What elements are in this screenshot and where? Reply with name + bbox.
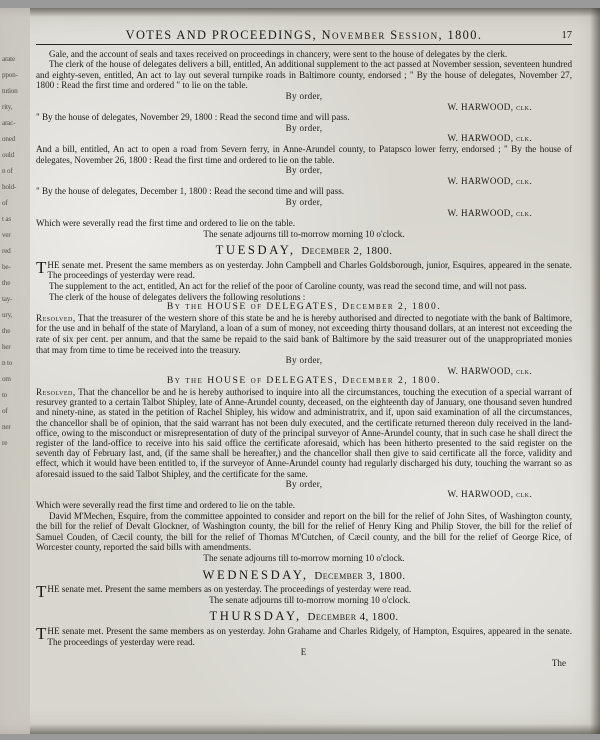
paragraph	[36, 257, 572, 281]
drop-cap: T	[36, 623, 47, 643]
paragraph-text: HE senate met. Present the same members as on yesterday. The proceedings of yesterday were read.	[47, 584, 412, 595]
running-head	[36, 30, 572, 42]
drop-cap: T	[36, 582, 47, 602]
resolution-text: That the chancellor be and he is hereby authorised to inquire into all the circumstances, touching the execution of a special warrant of resurvey granted to a certain Talbot Shipley, late of Anne-Arundel county, deceased, on the eighteenth day of January, one thousand seven hundred and ninety-nine, as stated in the petition of Rachel Shipley, his widow and administratrix, and if, upon said examination of all the circumstances, the chancellor shall be of opinion, that the said warrant has not been duly executed, and the certificate returned thereon duly received in the land-office, owing to the misconduct or misrepresentation of duty of the principal surveyor of Anne-Arundel county, that in such case he shall direct the register of the land-office to receive into his said office the certificate aforesaid, which has been hitherto presented to the said register on the seventh day of February last, and, (if the same shall be hereafter,) and the chancellor shall then give to said certificate all the force, validity and effect, which it would have been entitled to, if the surveyor of Anne-Arundel county had regularly discharged his duty, touching the warrant so as aforesaid issued to the said Talbot Shipley, and the certificate for the same.	[36, 387, 572, 479]
house-of-delegates-heading: By the HOUSE of DELEGATES, December 2, 1800.	[166, 301, 442, 313]
paragraph-text: HE senate met. Present the same members as on yesterday. John Campbell and Charles Goldsborough, junior, Esquires, appeared in the senate. The proceedings of yesterday were read.	[47, 259, 572, 281]
bleed-fragment: to	[2, 391, 8, 399]
page-scan-surface	[0, 8, 600, 734]
text-column	[36, 30, 572, 668]
by-order-line: By order,	[285, 165, 323, 176]
bleed-fragment: oned	[2, 135, 16, 143]
bleed-fragment: arate	[2, 55, 15, 63]
clerk-signature: W. HARWOOD, clk.	[447, 133, 532, 144]
resolution-label: Resolved,	[36, 312, 76, 323]
paragraph: " By the house of delegates, November 29, 1800 : Read the second time and will pass.	[36, 112, 350, 123]
paragraph: And a bill, entitled, An act to open a road from Severn ferry, in Anne-Arundel county, to Patapsco lower ferry, endorsed ; " By the house of delegates, November 26, 1800 : Read the first time and ordered to lie on the table.	[36, 143, 572, 165]
bleed-fragment: of	[2, 199, 8, 207]
bleed-fragment: om	[2, 375, 11, 383]
by-order-line: By order,	[285, 478, 323, 489]
paragraph: Gale, and the account of seals and taxes received on proceedings in chancery, were sent to the house of delegates by the clerk.	[49, 48, 508, 59]
resolution-label: Resolved,	[36, 387, 76, 397]
by-order-line: By order,	[285, 90, 323, 101]
bleed-fragment: ppon-	[2, 71, 18, 79]
clerk-signature: W. HARWOOD, clk.	[447, 365, 532, 376]
bleed-fragment: ury,	[2, 311, 13, 319]
paragraph	[36, 623, 572, 647]
day-heading-wednesday	[36, 567, 572, 582]
bleed-fragment: hold-	[2, 183, 17, 191]
by-order-line: By order,	[285, 355, 323, 366]
adjacent-page-bleed	[0, 8, 30, 734]
page-number: 17	[561, 30, 572, 41]
day-date: December 2, 1800.	[301, 245, 393, 258]
paragraph: Which were severally read the first time and ordered to lie on the table.	[36, 218, 296, 229]
bleed-fragment: re	[2, 439, 8, 447]
bleed-fragment: tution	[2, 87, 18, 95]
running-head-text: VOTES AND PROCEEDINGS, November Session, 1800.	[125, 28, 483, 42]
paragraph: The clerk of the house of delegates delivers a bill, entitled, An additional supplement to the act passed at November session, seventeen hundred and eighty-seven, entitled, An act to lay out several turnpike roads in Baltimore county, endorsed ; " By the house of delegates, November 27, 1800 : Read the first time and ordered " to lie on the table.	[36, 59, 572, 91]
bleed-fragment: rity,	[2, 103, 13, 111]
adjournment-line: The senate adjourns till to-morrow morning 10 o'clock.	[209, 594, 411, 605]
bleed-fragment: n to	[2, 359, 13, 367]
paragraph: The supplement to the act, entitled, An act for the relief of the poor of Caroline county, was read the second time, and will not pass.	[49, 281, 527, 292]
bleed-fragment: t as	[2, 215, 11, 223]
day-heading-tuesday	[36, 245, 572, 257]
bleed-fragment: arac-	[2, 119, 16, 127]
bleed-fragment: ould	[2, 151, 14, 159]
clerk-signature: W. HARWOOD, clk.	[447, 489, 532, 500]
by-order-line: By order,	[285, 196, 323, 207]
paragraph: David M'Mechen, Esquire, from the committee appointed to consider and report on the bill for the relief of John Sites, of Washington county, the bill for the relief of Devalt Glockner, of Washington county, the bill for the relief of Henry King and Philip Stover, the bill for the relief of Samuel Couden, of Cæcil county, the bill for the relief of Thomas M'Cutchen, of Cæcil county, and the bill for the relief of George Rice, of Worcester county, reported the said bills with amendments.	[36, 510, 572, 553]
bleed-fragment: red	[2, 247, 11, 255]
day-name: WEDNESDAY,	[202, 567, 309, 582]
day-date: December 3, 1800.	[314, 569, 406, 582]
resolution-text: That the treasurer of the western shore of this state be and he is hereby authorised and directed to negotiate with the bank of Baltimore, for the use and in behalf of the state of Maryland, a loan of a sum of money, not exceeding thirty thousand dollars, at an interest not exceeding the rate of six per cent. per annum, and that the same be repaid to the said bank of Baltimore by the said treasurer out of the unappropriated monies that may from time to time be received into the treasury.	[36, 312, 572, 355]
day-date: December 4, 1800.	[307, 611, 399, 624]
drop-cap: T	[36, 257, 47, 277]
bleed-fragment: ner	[2, 423, 11, 431]
bleed-fragment: the	[2, 279, 11, 287]
signature-mark: E	[300, 647, 308, 658]
page-top-shadow	[0, 8, 600, 17]
catchword: The	[551, 657, 566, 668]
day-name: THURSDAY,	[209, 609, 302, 624]
bleed-fragment: the	[2, 327, 11, 335]
house-of-delegates-heading: By the HOUSE of DELEGATES, December 2, 1800.	[166, 375, 442, 387]
day-name: TUESDAY,	[215, 243, 296, 258]
by-order-line: By order,	[285, 122, 323, 133]
adjournment-line: The senate adjourns till to-morrow morning 10 o'clock.	[203, 552, 405, 563]
resolution	[36, 387, 572, 479]
paragraph-text: HE senate met. Present the same members as on yesterday. John Grahame and Charles Ridgely, of Hampton, Esquires, appeared in the senate. The proceedings of yesterday were read.	[47, 625, 572, 647]
clerk-signature: W. HARWOOD, clk.	[447, 207, 532, 218]
bleed-fragment: tay-	[2, 295, 13, 303]
bleed-fragment: of	[2, 407, 8, 415]
page-right-shadow	[590, 8, 600, 734]
paragraph: " By the house of delegates, December 1, 1800 : Read the second time and will pass.	[36, 186, 345, 197]
paragraph: The clerk of the house of delegates delivers the following resolutions :	[49, 291, 306, 302]
clerk-signature: W. HARWOOD, clk.	[447, 175, 532, 186]
paragraph: Which were severally read the first time and ordered to lie on the table.	[36, 500, 296, 511]
clerk-signature: W. HARWOOD, clk.	[447, 101, 532, 112]
day-heading-thursday	[36, 611, 572, 623]
bleed-fragment: be-	[2, 263, 11, 271]
header-rule	[36, 44, 572, 45]
page-bottom-shadow	[0, 724, 600, 734]
bleed-fragment: her	[2, 343, 11, 351]
bleed-fragment: n of	[2, 167, 13, 175]
bleed-fragment: ver	[2, 231, 11, 239]
resolution	[36, 313, 572, 355]
adjournment-line: The senate adjourns till to-morrow morning 10 o'clock.	[203, 228, 405, 239]
